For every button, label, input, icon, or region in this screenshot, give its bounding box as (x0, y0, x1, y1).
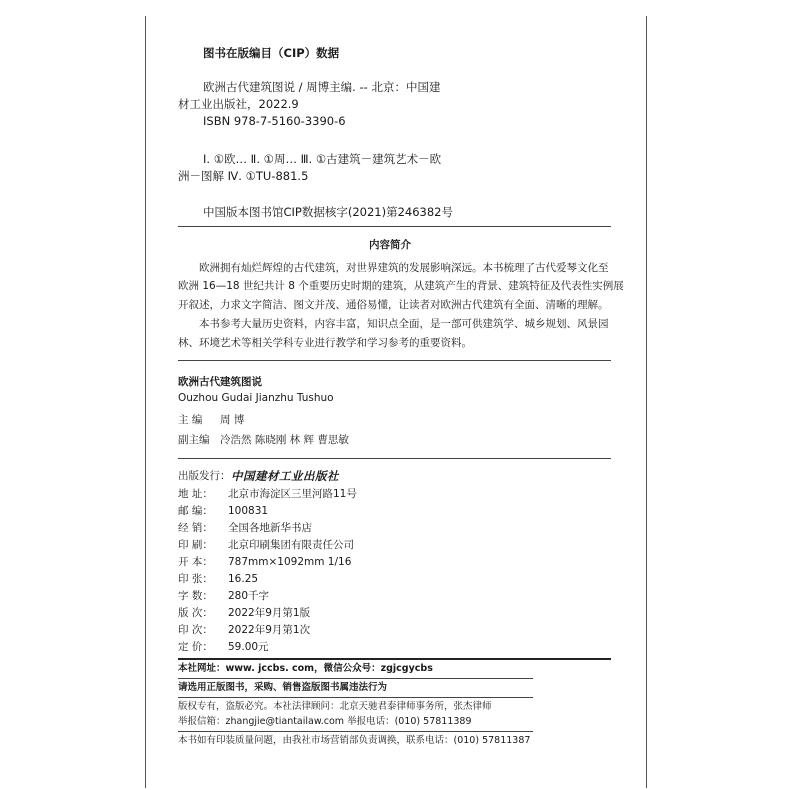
cip-record-line-2: 材工业出版社，2022.9 (178, 97, 299, 111)
associate-editor-label: 副主编 (178, 434, 210, 446)
editor-name: 周 博 (220, 414, 245, 426)
book-title-cn: 欧洲古代建筑图说 (178, 376, 262, 388)
divider-footer-1 (178, 678, 533, 679)
divider-book-info (178, 458, 611, 459)
detail-value: 2022年9月第1次 (228, 624, 311, 636)
summary-p1-line-2: 欧洲 16—18 世纪共计 8 个重要历史时期的建筑，从建筑产生的背景、建筑特征及代表性实例展 (178, 280, 624, 292)
detail-value: 787mm×1092mm 1/16 (228, 556, 352, 568)
detail-label: 地 址： (178, 488, 213, 500)
detail-label: 邮 编： (178, 505, 213, 517)
publisher-label: 出版发行： (178, 470, 231, 482)
detail-row (178, 590, 269, 603)
detail-label: 版 次： (178, 607, 213, 619)
quality-line: 本书如有印装质量问题，由我社市场营销部负责调换，联系电话：(010) 57811387 (178, 735, 531, 746)
divider-summary (178, 360, 611, 361)
summary-heading: 内容简介 (369, 239, 411, 251)
detail-row (178, 539, 354, 552)
detail-label: 字 数： (178, 590, 213, 602)
detail-row (178, 505, 268, 518)
detail-label: 经 销： (178, 522, 213, 534)
book-title-pinyin: Ouzhou Gudai Jianzhu Tushuo (178, 392, 334, 404)
detail-label: 定 价： (178, 641, 213, 653)
detail-value: 59.00元 (228, 641, 269, 653)
editor-label: 主 编 (178, 414, 203, 426)
detail-value: 2022年9月第1版 (228, 607, 311, 619)
legal-line: 版权专有，盗版必究。本社法律顾问：北京天驰君泰律师事务所，张杰律师 (178, 701, 492, 712)
website-line: 本社网址：www. jccbs. com，微信公众号：zgjcgycbs (178, 663, 433, 674)
publisher-logo-text: 中国建材工业出版社 (231, 469, 339, 483)
divider-footer-2 (178, 697, 533, 698)
classification-line-2: 洲－图解 Ⅳ. ①TU-881.5 (178, 169, 309, 183)
detail-value: 全国各地新华书店 (228, 522, 312, 534)
report-line: 举报信箱：zhangjie@tiantailaw.com 举报电话：(010) 57811389 (178, 716, 472, 727)
detail-row (178, 641, 269, 654)
detail-row (178, 488, 357, 501)
detail-label: 开 本： (178, 556, 213, 568)
detail-value: 100831 (228, 505, 269, 517)
detail-value: 北京印刷集团有限责任公司 (228, 539, 354, 551)
detail-row (178, 522, 312, 535)
summary-p2-line-1: 本书参考大量历史资料，内容丰富，知识点全面，是一部可供建筑学、城乡规划、风景园 (199, 318, 609, 330)
detail-row (178, 573, 258, 586)
detail-row (178, 607, 310, 620)
divider-top (178, 226, 611, 227)
detail-label: 印 张： (178, 573, 213, 585)
cip-record-line-1: 欧洲古代建筑图说 / 周博主编. -- 北京：中国建 (203, 80, 441, 94)
detail-row (178, 556, 351, 569)
detail-label: 印 刷： (178, 539, 213, 551)
detail-value: 280千字 (228, 590, 270, 602)
detail-label: 印 次： (178, 624, 213, 636)
cip-heading: 图书在版编目（CIP）数据 (203, 46, 340, 60)
summary-p1-line-1: 欧洲拥有灿烂辉煌的古代建筑，对世界建筑的发展影响深远。本书梳理了古代爱琴文化至 (199, 262, 609, 274)
associate-editors: 冷浩然 陈晓刚 林 辉 曹思敏 (220, 434, 349, 446)
piracy-notice: 请选用正版图书，采购、销售盗版图书属违法行为 (178, 682, 388, 693)
detail-value: 16.25 (228, 573, 259, 585)
summary-p2-line-2: 林、环境艺术等相关学科专业进行教学和学习参考的重要资料。 (178, 337, 472, 349)
cip-core-record: 中国版本图书馆CIP数据核字(2021)第246382号 (203, 205, 453, 219)
summary-p1-line-3: 开叙述，力求文字简洁、图文并茂、通俗易懂，让读者对欧洲古代建筑有全面、清晰的理解。 (178, 299, 609, 311)
detail-row (178, 624, 310, 637)
divider-footer-3 (178, 731, 533, 732)
detail-value: 北京市海淀区三里河路11号 (228, 488, 357, 500)
divider-footer (178, 658, 611, 660)
classification-line-1: Ⅰ. ①欧… Ⅱ. ①周… Ⅲ. ①古建筑－建筑艺术－欧 (203, 152, 442, 166)
isbn: ISBN 978-7-5160-3390-6 (203, 114, 346, 128)
